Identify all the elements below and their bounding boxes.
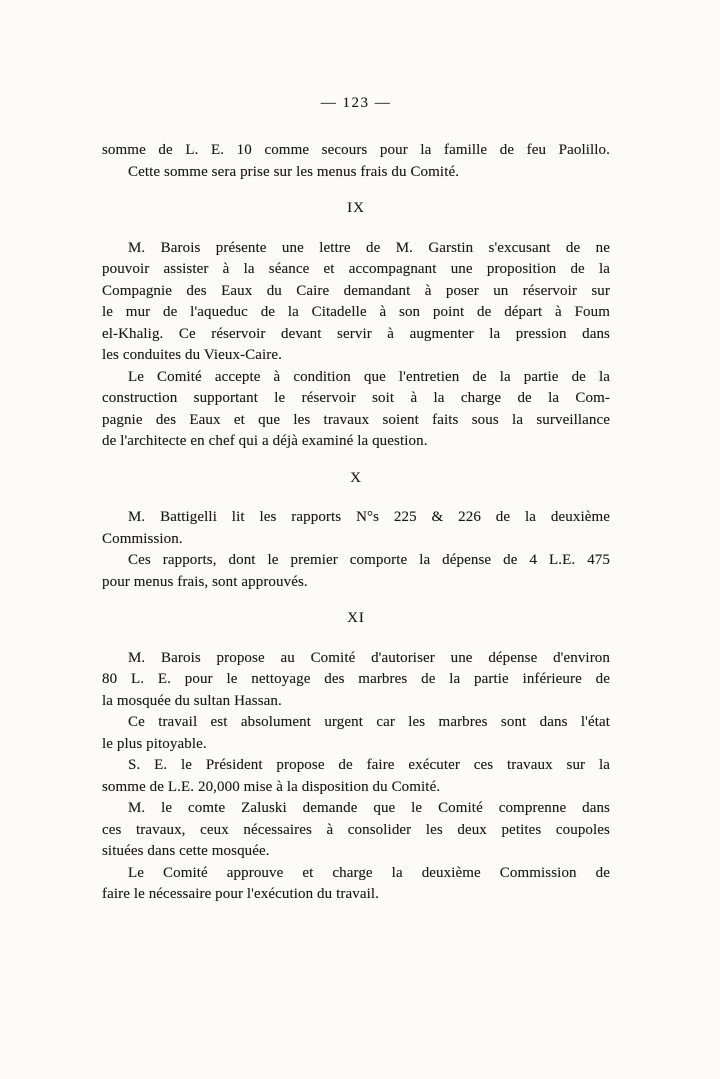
text-line: Commission. [102,530,183,547]
text-line: M. le comte Zaluski demande que le Comité comprenne dans [128,800,610,816]
paragraph [102,550,610,593]
paragraph [102,712,610,755]
text-line: pouvoir assister à la séance et accompagnant une proposition de la [102,261,610,277]
text-line: M. Barois propose au Comité d'autoriser une dépense d'environ [128,649,610,666]
paragraph [102,755,610,798]
text-line: somme de L.E. 20,000 mise à la disposition du Comité. [102,778,441,795]
page-number: — 123 — [320,95,392,111]
text-line: pagnie des Eaux et que les travaux soient faits sous la surveillance [102,411,610,428]
paragraph [102,140,610,162]
text-line: Ce travail est absolument urgent car les marbres sont dans l'état [128,714,610,730]
text-line: la mosquée du sultan Hassan. [102,692,282,709]
text-line: faire le nécessaire pour l'exécution du travail. [102,886,379,902]
text-line: el-Khalig. Ce réservoir devant servir à augmenter la pression dans [102,325,610,342]
paragraph [102,648,610,713]
text-line: Compagnie des Eaux du Caire demandant à poser un réservoir sur [102,282,610,299]
section-heading: XI [347,610,365,626]
section-heading: X [350,469,362,486]
text-line: M. Barois présente une lettre de M. Garstin s'excusant de ne [128,239,610,256]
text-line: les conduites du Vieux-Caire. [102,347,283,363]
text-line: M. Battigelli lit les rapports N°s 225 & 226 de la deuxième [128,509,610,525]
paragraph [102,507,610,550]
text-line: de l'architecte en chef qui a déjà examiné la question. [102,433,428,449]
section-heading: IX [347,200,365,216]
paragraph [102,367,610,453]
paragraph [102,798,610,863]
page-body [102,140,610,906]
text-line: ces travaux, ceux nécessaires à consolider les deux petites coupoles [102,821,610,838]
text-line: 80 L. E. pour le nettoyage des marbres de la partie inférieure de [102,671,610,687]
paragraph [102,238,610,367]
text-line: le plus pitoyable. [102,735,207,752]
text-line: S. E. le Président propose de faire exécuter ces travaux sur la [128,757,610,773]
text-line: pour menus frais, sont approuvés. [102,573,308,590]
text-line: Cette somme sera prise sur les menus frais du Comité. [128,163,460,180]
text-line: Ces rapports, dont le premier comporte la dépense de 4 L.E. 475 [128,552,610,568]
paragraph [102,162,610,184]
paragraph [102,863,610,906]
text-line: situées dans cette mosquée. [102,843,270,859]
text-line: construction supportant le réservoir soit à la charge de la Com- [102,390,610,406]
text-line: le mur de l'aqueduc de la Citadelle à son point de départ à Foum [102,304,610,320]
text-line: Le Comité approuve et charge la deuxième Commission de [128,864,610,881]
text-line: Le Comité accepte à condition que l'entretien de la partie de la [128,368,610,385]
text-line: somme de L. E. 10 comme secours pour la famille de feu Paolillo. [102,142,610,158]
